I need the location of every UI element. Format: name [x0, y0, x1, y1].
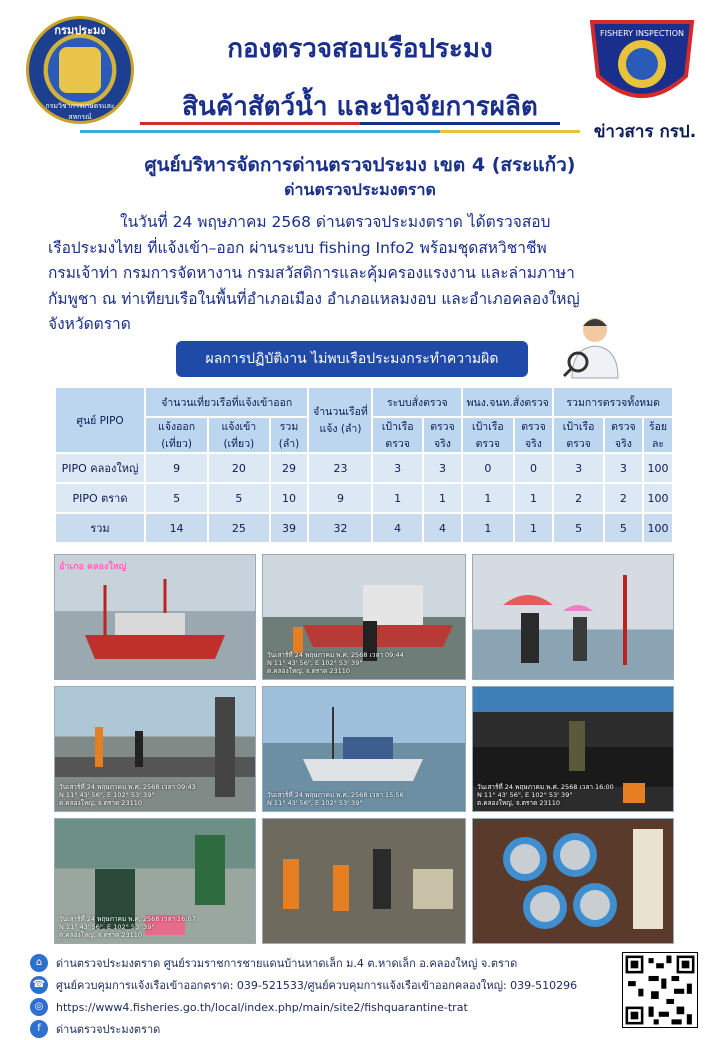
col-header-center: ศูนย์ PIPO: [56, 388, 144, 452]
shield-bottom-text: DEPARTMENT OF FISHERIES: [607, 98, 677, 104]
photo-location-tag: อำเภอ คลองใหญ่: [59, 562, 127, 572]
cell-arrive: 20: [209, 454, 268, 482]
home-icon: ⌂: [30, 954, 48, 972]
photo-grid: [54, 554, 674, 944]
photo-pier-crew: [54, 686, 256, 812]
col-header-percent: ร้อยละ: [644, 418, 672, 452]
cell-percent: 100: [644, 484, 672, 512]
photo-caption: วันเสาร์ที่ 24 พฤษภาคม พ.ศ. 2568 เวลา 16:07 N 11° 43' 56", E 102° 53' 39" ต.คลองใหญ่, จ.ตราด 23110: [59, 915, 196, 939]
center-title: ศูนย์บริหารจัดการด่านตรวจประมง เขต 4 (สระแก้ว): [144, 154, 576, 176]
cell-all-target: 2: [554, 484, 602, 512]
col-header-off-actual: ตรวจจริง: [515, 418, 553, 452]
cell-off-actual: 1: [515, 514, 553, 542]
photo-caption: วันเสาร์ที่ 24 พฤษภาคม พ.ศ. 2568 เวลา 16:00 N 11° 43' 56", E 102° 53' 39" ต.คลองใหญ่, จ.ตราด 23110: [477, 783, 614, 807]
footer-facebook-link[interactable]: ด่านตรวจประมงตราด: [56, 1023, 161, 1036]
col-header-sys-target: เป้าเรือตรวจ: [373, 418, 421, 452]
table-row-total: [56, 514, 672, 542]
logo-bottom-text: กรมวิชาการเกษตรและสหกรณ์: [45, 102, 115, 121]
footer-phone: [30, 974, 577, 996]
cell-trips-total: 10: [271, 484, 308, 512]
cell-boats: 32: [309, 514, 371, 542]
cell-center: PIPO ตราด: [56, 484, 144, 512]
footer-address-text: ด่านตรวจประมงตราด ศูนย์รวมราชการชายแดนบ้านหาดเล็ก ม.4 ต.หาดเล็ก อ.คลองใหญ่ จ.ตราด: [56, 957, 518, 970]
photo-deck-workers: [262, 818, 466, 944]
col-header-depart: แจ้งออก (เที่ยว): [146, 418, 207, 452]
cell-all-target: 5: [554, 514, 602, 542]
cell-off-target: 1: [463, 514, 512, 542]
col-group-officer: พนง.จนท.สั่งตรวจ: [463, 388, 552, 416]
cell-all-actual: 2: [605, 484, 642, 512]
col-header-off-target: เป้าเรือตรวจ: [463, 418, 512, 452]
paragraph-line: กรมเจ้าท่า กรมการจัดหางาน กรมสวัสดิการและคุ้มครองแรงงาน และล่ามภาษา: [48, 264, 575, 282]
news-label: ข่าวสาร กรป.: [593, 122, 697, 142]
col-header-trips-total: รวม (ลำ): [271, 418, 308, 452]
cell-center: PIPO คลองใหญ่: [56, 454, 144, 482]
footer-facebook: [30, 1018, 160, 1040]
cell-off-target: 1: [463, 484, 512, 512]
globe-icon: ◎: [30, 998, 48, 1016]
footer-website: [30, 996, 468, 1018]
cell-boats: 23: [309, 454, 371, 482]
logo-emblem: [59, 47, 101, 93]
photo-boat-dock: [262, 554, 466, 680]
footer-address: [30, 952, 517, 974]
footer-phone-text: ศูนย์ควบคุมการแจ้งเรือเข้าออกตราด: 039-521533/ศูนย์ควบคุมการแจ้งเรือเข้าออกคลองใหญ่: 039-510296: [56, 979, 578, 992]
photo-document-check: [54, 818, 256, 944]
fish-catch-buckets-image: [473, 819, 674, 944]
cell-depart: 14: [146, 514, 207, 542]
cell-arrive: 25: [209, 514, 268, 542]
inspection-stats-table: [54, 386, 674, 544]
paragraph-line: กัมพูชา ณ ท่าเทียบเรือในพื้นที่อำเภอเมือง อำเภอแหลมงอบ และอำเภอคลองใหญ่: [48, 289, 580, 308]
deck-workers-image: [263, 819, 466, 944]
cell-all-actual: 3: [605, 454, 642, 482]
col-group-all: รวมการตรวจทั้งหมด: [554, 388, 672, 416]
photo-caption: วันเสาร์ที่ 24 พฤษภาคม พ.ศ. 2568 เวลา 09:44 N 11° 43' 56", E 102° 53' 39" ต.คลองใหญ่, จ.ตราด 23110: [267, 651, 404, 675]
checkpoint-subtitle: ด่านตรวจประมงตราด: [284, 180, 436, 199]
photo-caption: วันเสาร์ที่ 24 พฤษภาคม พ.ศ. 2568 เวลา 09:43 N 11° 43' 56", E 102° 53' 39" ต.คลองใหญ่, จ.ตราด 23110: [59, 783, 196, 807]
cell-sys-actual: 4: [424, 514, 461, 542]
photo-inspectors-umbrella: [472, 554, 674, 680]
fishing-boat-image: [55, 555, 256, 680]
col-header-boats: จำนวนเรือที่แจ้ง (ลำ): [309, 388, 371, 452]
department-of-fisheries-logo: [26, 16, 134, 124]
table-row: [56, 454, 672, 482]
cell-off-target: 0: [463, 454, 512, 482]
cell-center: รวม: [56, 514, 144, 542]
cell-arrive: 5: [209, 484, 268, 512]
cell-trips-total: 39: [271, 514, 308, 542]
qr-code-icon[interactable]: [622, 952, 698, 1028]
result-banner: ผลการปฏิบัติงาน ไม่พบเรือประมงกระทำความผิด: [176, 341, 528, 377]
photo-boat-sea: [262, 686, 466, 812]
paragraph-line: ในวันที่ 24 พฤษภาคม 2568 ด่านตรวจประมงตราด ได้ตรวจสอบ: [120, 213, 551, 231]
header-title-line2: สินค้าสัตว์น้ำ และปัจจัยการผลิต: [182, 92, 538, 122]
cell-trips-total: 29: [271, 454, 308, 482]
col-header-all-actual: ตรวจจริง: [605, 418, 642, 452]
cell-sys-target: 3: [373, 454, 421, 482]
cell-off-actual: 0: [515, 454, 553, 482]
photo-fish-catch: [472, 818, 674, 944]
facebook-icon: f: [30, 1020, 48, 1038]
cell-sys-target: 1: [373, 484, 421, 512]
cell-percent: 100: [644, 514, 672, 542]
inspectors-umbrella-image: [473, 555, 674, 680]
paragraph-line: เรือประมงไทย ที่แจ้งเข้า–ออก ผ่านระบบ fishing Info2 พร้อมชุดสหวิชาชีพ: [48, 238, 547, 257]
photo-net-inspection: [472, 686, 674, 812]
cell-percent: 100: [644, 454, 672, 482]
divider-yellow: [440, 130, 580, 133]
cell-sys-target: 4: [373, 514, 421, 542]
cell-depart: 5: [146, 484, 207, 512]
cell-boats: 9: [309, 484, 371, 512]
col-group-trips: จำนวนเที่ยวเรือที่แจ้งเข้าออก: [146, 388, 307, 416]
col-group-system: ระบบสั่งตรวจ: [373, 388, 461, 416]
inspector-illustration-icon: [560, 310, 630, 380]
cell-sys-actual: 3: [424, 454, 461, 482]
shield-top-text: FISHERY INSPECTION: [600, 29, 684, 38]
col-header-sys-actual: ตรวจจริง: [424, 418, 461, 452]
table-row: [56, 484, 672, 512]
footer-website-link[interactable]: https://www4.fisheries.go.th/local/index.php/main/site2/fishquarantine-trat: [56, 1000, 468, 1014]
logo-top-text: กรมประมง: [54, 24, 106, 37]
phone-icon: ☎: [30, 976, 48, 994]
photo-boat-harbor: [54, 554, 256, 680]
header-title-line1: กองตรวจสอบเรือประมง: [227, 34, 493, 64]
col-header-all-target: เป้าเรือตรวจ: [554, 418, 602, 452]
cell-off-actual: 1: [515, 484, 553, 512]
cell-all-target: 3: [554, 454, 602, 482]
cell-sys-actual: 1: [424, 484, 461, 512]
cell-all-actual: 5: [605, 514, 642, 542]
paragraph-line: จังหวัดตราด: [48, 315, 131, 333]
divider-navy: [360, 122, 560, 125]
divider-cyan: [80, 130, 440, 133]
photo-caption: วันเสาร์ที่ 24 พฤษภาคม พ.ศ. 2568 เวลา 15:56 N 11° 43' 56", E 102° 53' 39": [267, 791, 404, 807]
divider-red: [140, 122, 360, 125]
fishery-inspection-shield-logo: [586, 16, 698, 116]
col-header-arrive: แจ้งเข้า (เที่ยว): [209, 418, 268, 452]
cell-depart: 9: [146, 454, 207, 482]
